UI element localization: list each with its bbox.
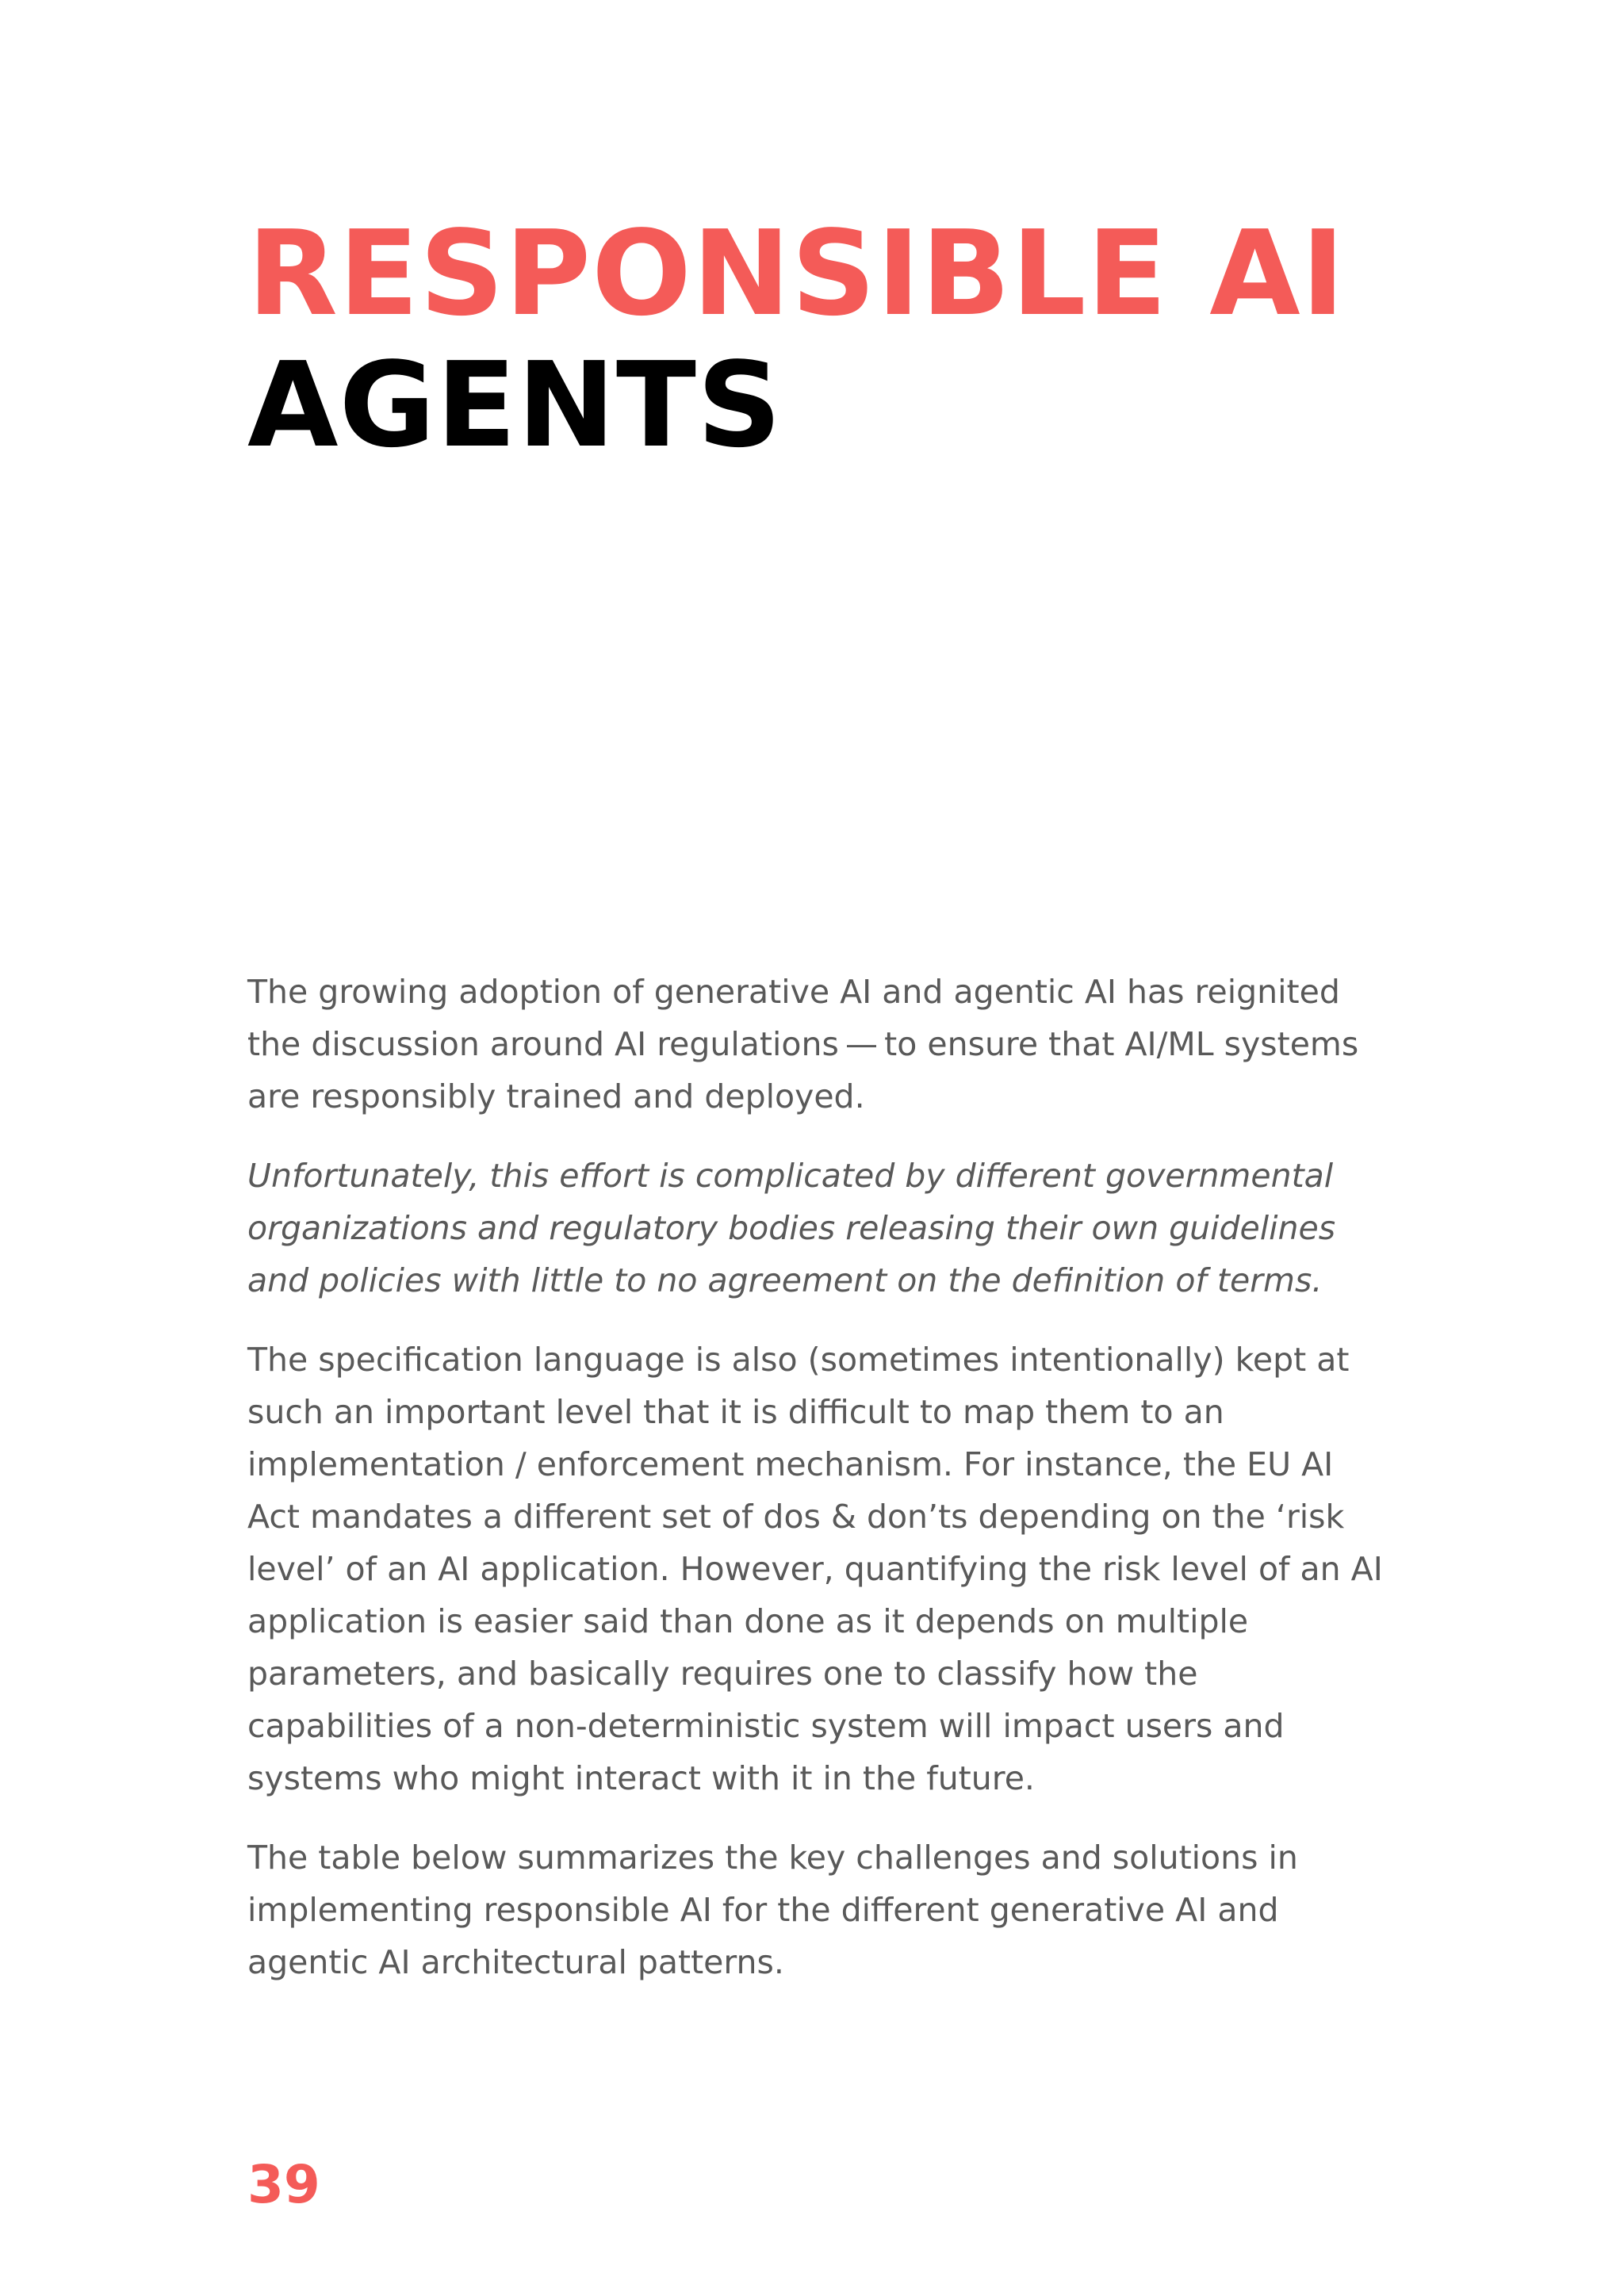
paragraph-italic-note: Unfortunately, this effort is complicated by different governmental organizations and regulatory bodies releasing their own guidelines and policies with little to no agreement on the definition of terms. [247, 1157, 1336, 1299]
paragraph-table-intro: The table below summarizes the key challenges and solutions in implementing responsible AI for the different generative AI and agentic AI architectural patterns. [247, 1839, 1298, 1981]
page-number: 39 [247, 2154, 320, 2215]
paragraph-specification: The specification language is also (sometimes intentionally) kept at such an important level that it is difficult to map them to an implementation / enforcement mechanism. For instance, the EU AI Act mandates a different set of dos & don’ts depending on the ‘risk level’ of an AI application. However, quantifying the risk level of an AI application is easier said than done as it depends on multiple parameters, and basically requires one to classify how the capabilities of a non-deterministic system will impact users and systems who might interact with it in the future. [247, 1341, 1383, 1797]
body-text [247, 966, 1389, 2015]
title-line-dark: AGENTS [247, 337, 783, 473]
page-title [247, 205, 1346, 473]
title-line-accent: RESPONSIBLE AI [247, 205, 1346, 342]
paragraph-intro: The growing adoption of generative AI and agentic AI has reignited the discussion around AI regulations — to ensure that AI/ML systems are responsibly trained and deployed. [247, 973, 1359, 1115]
